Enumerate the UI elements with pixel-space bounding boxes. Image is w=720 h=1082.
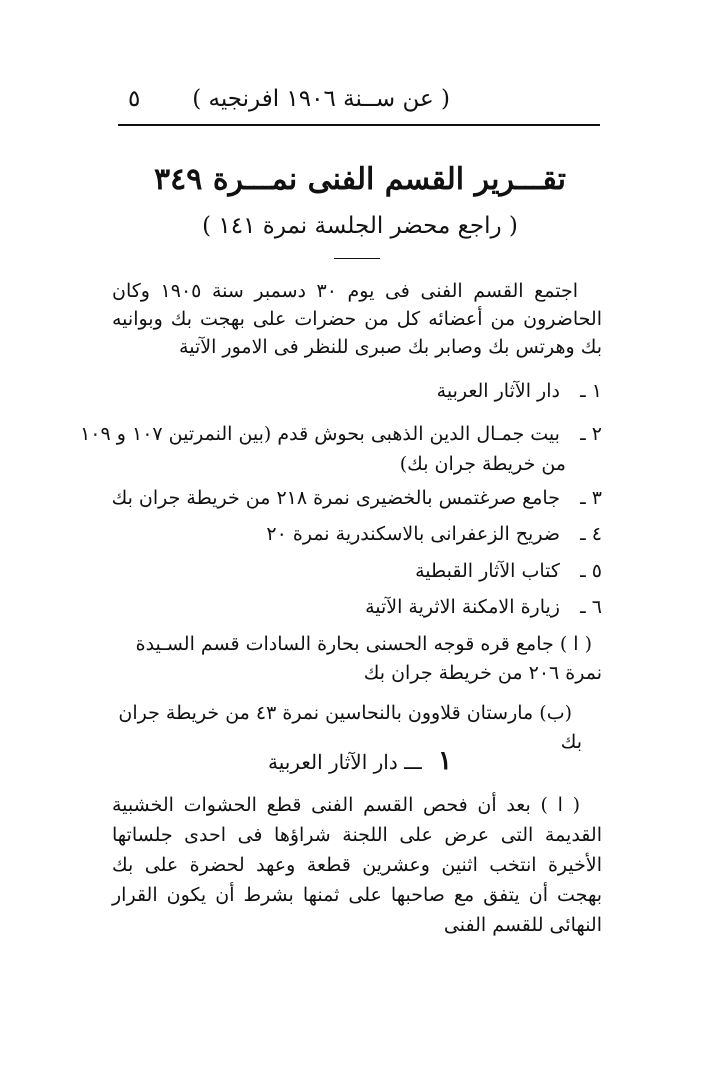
header-title: ( عن ســنة ١٩٠٦ افرنجيه ) [192, 86, 450, 112]
running-header [110, 82, 600, 116]
list-item-text: كتاب الآثار القبطية [415, 560, 560, 582]
sub-item-text: مارستان قلاوون بالنحاسين نمرة ٤٣ من خريطة جران بك [118, 702, 582, 753]
list-item-number: ٥ ـ [580, 560, 602, 582]
list-item-text: بيت جمـال الدين الذهبى بحوش قدم (بين النمرتين ١٠٧ و ١٠٩ [80, 423, 560, 445]
list-item [112, 483, 602, 513]
title-divider [334, 258, 380, 259]
list-item-number: ٣ ـ [580, 487, 602, 509]
list-item-number: ٢ ـ [580, 423, 602, 445]
list-item-continuation: من خريطة جران بك) [399, 453, 566, 475]
list-item-text: زيارة الامكنة الاثرية الآتية [365, 596, 560, 618]
intro-paragraph: اجتمع القسم الفنى فى يوم ٣٠ دسمبر سنة ١٩٠٥ وكان الحاضرون من أعضائه كل من حضرات على بهجت بك وبوانيه بك وهرتس بك وصابر بك صبرى للنظر فى الامور الآتية [112, 280, 602, 358]
list-item [112, 592, 602, 622]
sub-item-label: (ب) [539, 702, 572, 724]
section-number: ١ [438, 746, 453, 776]
header-rule [118, 124, 600, 126]
list-item [112, 556, 602, 586]
list-item-number: ٦ ـ [580, 596, 602, 618]
list-item-text: ضريح الزعفرانى بالاسكندرية نمرة ٢٠ [266, 523, 560, 545]
section-heading [110, 745, 610, 778]
list-item [112, 519, 602, 549]
report-title: تقـــرير القسم الفنى نمـــرة ٣٤٩ [154, 162, 566, 197]
report-subtitle: ( راجع محضر الجلسة نمرة ١٤١ ) [202, 213, 518, 239]
list-item-text: دار الآثار العربية [436, 380, 560, 402]
list-item-number: ٤ ـ [580, 523, 602, 545]
list-item-number: ١ ـ [580, 380, 602, 402]
list-item [80, 419, 602, 449]
sub-item-label: ( ا ) [559, 633, 592, 655]
sub-item-text: جامع قره قوجه الحسنى بحارة السادات قسم السـيدة نمرة ٢٠٦ من خريطة جران بك [135, 633, 602, 684]
list-item [112, 376, 602, 406]
page-number: ٥ [128, 86, 141, 112]
section-title: ـــ دار الآثار العربية [267, 750, 422, 774]
list-item-text: جامع صرغتمس بالخضيرى نمرة ٢١٨ من خريطة جران بك [111, 487, 560, 509]
sub-item [112, 630, 602, 688]
body-paragraph: ( ا ) بعد أن فحص القسم الفنى قطع الحشوات الخشبية القديمة التى عرض على اللجنة شراؤها فى احدى جلساتها الأخيرة انتخب اثنين وعشرين قطعة وعهد لحضرة على بك بهجت أن يتفق مع صاحبها على ثمنها بشرط أن يكون القرار النهائى للقسم الفنى [112, 794, 602, 936]
